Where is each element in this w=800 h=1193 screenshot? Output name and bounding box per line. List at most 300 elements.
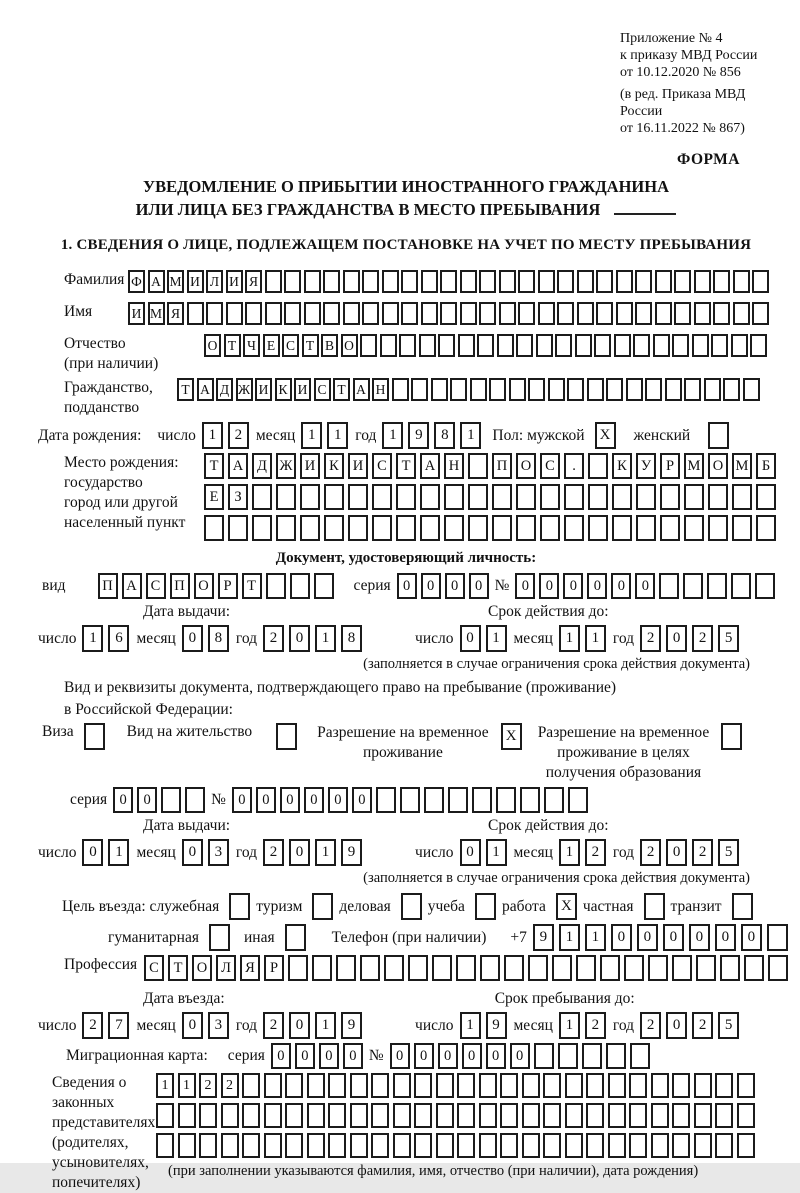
form-cell[interactable] (606, 378, 623, 401)
form-cell[interactable] (694, 270, 711, 293)
form-cell[interactable] (276, 484, 296, 510)
form-cell[interactable] (324, 484, 344, 510)
form-cell[interactable] (382, 302, 399, 325)
form-cell[interactable] (432, 955, 452, 981)
form-cell[interactable]: 5 (718, 1012, 739, 1039)
form-cell[interactable] (424, 787, 444, 813)
form-cell[interactable]: 2 (640, 625, 661, 652)
form-cell[interactable] (328, 1133, 346, 1158)
form-cell[interactable] (500, 1103, 518, 1128)
form-cell[interactable] (343, 270, 360, 293)
form-cell[interactable]: 0 (352, 787, 372, 813)
form-cell[interactable] (651, 1073, 669, 1098)
form-cell[interactable]: О (192, 955, 212, 981)
form-cell[interactable]: 7 (108, 1012, 129, 1039)
form-cell[interactable] (199, 1133, 217, 1158)
form-cell[interactable] (350, 1103, 368, 1128)
form-cell[interactable]: 1 (178, 1073, 196, 1098)
form-cell[interactable]: 0 (397, 573, 417, 599)
form-cell[interactable] (350, 1073, 368, 1098)
form-cell[interactable]: П (492, 453, 512, 479)
form-cell[interactable] (479, 1073, 497, 1098)
form-cell[interactable] (577, 302, 594, 325)
form-cell[interactable] (565, 1133, 583, 1158)
form-cell[interactable] (540, 484, 560, 510)
form-cell[interactable]: 5 (718, 625, 739, 652)
form-cell[interactable]: 2 (692, 625, 713, 652)
form-cell[interactable]: 0 (587, 573, 607, 599)
form-cell[interactable] (767, 924, 788, 951)
form-cell[interactable] (468, 515, 488, 541)
form-cell[interactable]: 9 (341, 1012, 362, 1039)
form-cell[interactable]: 2 (263, 839, 284, 866)
form-cell[interactable] (420, 515, 440, 541)
form-cell[interactable]: А (420, 453, 440, 479)
form-cell[interactable]: 0 (182, 1012, 203, 1039)
form-cell[interactable]: 1 (486, 625, 507, 652)
form-cell[interactable] (596, 270, 613, 293)
temp-residence-checkbox[interactable]: X (501, 723, 522, 750)
form-cell[interactable] (731, 334, 748, 357)
form-cell[interactable] (629, 1103, 647, 1128)
form-cell[interactable] (372, 484, 392, 510)
form-cell[interactable]: 1 (559, 924, 580, 951)
form-cell[interactable]: 0 (295, 1043, 315, 1069)
form-cell[interactable]: М (732, 453, 752, 479)
form-cell[interactable]: 0 (460, 625, 481, 652)
form-cell[interactable]: 1 (486, 839, 507, 866)
form-cell[interactable] (284, 302, 301, 325)
form-cell[interactable] (516, 334, 533, 357)
form-cell[interactable] (371, 1133, 389, 1158)
form-cell[interactable] (500, 1073, 518, 1098)
form-cell[interactable]: А (228, 453, 248, 479)
form-cell[interactable]: Н (444, 453, 464, 479)
form-cell[interactable] (707, 573, 727, 599)
form-cell[interactable]: Т (177, 378, 194, 401)
form-cell[interactable] (692, 334, 709, 357)
form-cell[interactable] (518, 270, 535, 293)
form-cell[interactable] (731, 573, 751, 599)
form-cell[interactable] (500, 1133, 518, 1158)
form-cell[interactable]: В (321, 334, 338, 357)
form-cell[interactable] (543, 1073, 561, 1098)
form-cell[interactable] (206, 302, 223, 325)
form-cell[interactable]: С (144, 955, 164, 981)
form-cell[interactable] (694, 302, 711, 325)
form-cell[interactable] (674, 270, 691, 293)
form-cell[interactable] (616, 270, 633, 293)
purpose-business-checkbox[interactable] (401, 893, 422, 920)
form-cell[interactable]: 2 (263, 1012, 284, 1039)
form-cell[interactable] (626, 378, 643, 401)
form-cell[interactable] (440, 302, 457, 325)
form-cell[interactable]: Д (216, 378, 233, 401)
form-cell[interactable]: И (348, 453, 368, 479)
form-cell[interactable] (588, 515, 608, 541)
form-cell[interactable] (586, 1133, 604, 1158)
form-cell[interactable]: Я (240, 955, 260, 981)
form-cell[interactable] (630, 1043, 650, 1069)
form-cell[interactable] (284, 270, 301, 293)
form-cell[interactable] (504, 955, 524, 981)
form-cell[interactable]: 0 (82, 839, 103, 866)
form-cell[interactable] (704, 378, 721, 401)
form-cell[interactable] (636, 484, 656, 510)
form-cell[interactable] (362, 270, 379, 293)
form-cell[interactable]: 1 (559, 625, 580, 652)
form-cell[interactable]: 1 (585, 924, 606, 951)
form-cell[interactable] (651, 1133, 669, 1158)
form-cell[interactable] (715, 1073, 733, 1098)
form-cell[interactable] (752, 270, 769, 293)
form-cell[interactable] (723, 378, 740, 401)
form-cell[interactable] (756, 515, 776, 541)
form-cell[interactable] (743, 378, 760, 401)
form-cell[interactable]: Т (242, 573, 262, 599)
form-cell[interactable] (614, 334, 631, 357)
form-cell[interactable] (393, 1073, 411, 1098)
form-cell[interactable]: О (516, 453, 536, 479)
form-cell[interactable]: 1 (315, 839, 336, 866)
form-cell[interactable]: 0 (182, 839, 203, 866)
form-cell[interactable] (285, 1133, 303, 1158)
form-cell[interactable]: 0 (510, 1043, 530, 1069)
form-cell[interactable]: Я (167, 302, 184, 325)
form-cell[interactable] (587, 378, 604, 401)
form-cell[interactable]: О (194, 573, 214, 599)
form-cell[interactable] (522, 1103, 540, 1128)
form-cell[interactable]: С (372, 453, 392, 479)
form-cell[interactable] (264, 1073, 282, 1098)
form-cell[interactable]: 0 (328, 787, 348, 813)
form-cell[interactable] (479, 270, 496, 293)
visa-checkbox[interactable] (84, 723, 105, 750)
form-cell[interactable] (399, 334, 416, 357)
form-cell[interactable] (408, 955, 428, 981)
form-cell[interactable] (228, 515, 248, 541)
form-cell[interactable]: 1 (108, 839, 129, 866)
form-cell[interactable] (156, 1103, 174, 1128)
form-cell[interactable] (400, 787, 420, 813)
form-cell[interactable] (755, 573, 775, 599)
form-cell[interactable]: 0 (663, 924, 684, 951)
form-cell[interactable] (720, 955, 740, 981)
form-cell[interactable]: И (128, 302, 145, 325)
form-cell[interactable]: А (353, 378, 370, 401)
form-cell[interactable]: П (170, 573, 190, 599)
sex-male-checkbox[interactable]: X (595, 422, 616, 449)
form-cell[interactable] (276, 515, 296, 541)
form-cell[interactable] (509, 378, 526, 401)
form-cell[interactable]: Р (218, 573, 238, 599)
form-cell[interactable] (178, 1133, 196, 1158)
form-cell[interactable]: 0 (715, 924, 736, 951)
form-cell[interactable]: Л (206, 270, 223, 293)
form-cell[interactable] (477, 334, 494, 357)
form-cell[interactable] (633, 334, 650, 357)
form-cell[interactable] (436, 1103, 454, 1128)
form-cell[interactable] (659, 573, 679, 599)
form-cell[interactable] (672, 1073, 690, 1098)
form-cell[interactable]: С (314, 378, 331, 401)
form-cell[interactable] (577, 270, 594, 293)
form-cell[interactable] (414, 1073, 432, 1098)
form-cell[interactable] (674, 302, 691, 325)
form-cell[interactable] (288, 955, 308, 981)
form-cell[interactable]: 8 (434, 422, 455, 449)
form-cell[interactable]: 0 (445, 573, 465, 599)
form-cell[interactable]: Ж (236, 378, 253, 401)
form-cell[interactable] (548, 378, 565, 401)
form-cell[interactable]: И (187, 270, 204, 293)
form-cell[interactable] (396, 484, 416, 510)
form-cell[interactable] (552, 955, 572, 981)
form-cell[interactable]: 1 (559, 839, 580, 866)
form-cell[interactable] (694, 1073, 712, 1098)
form-cell[interactable] (543, 1103, 561, 1128)
purpose-study-checkbox[interactable] (475, 893, 496, 920)
form-cell[interactable]: 0 (438, 1043, 458, 1069)
form-cell[interactable] (616, 302, 633, 325)
form-cell[interactable]: К (612, 453, 632, 479)
form-cell[interactable] (401, 270, 418, 293)
form-cell[interactable]: . (564, 453, 584, 479)
form-cell[interactable]: 1 (301, 422, 322, 449)
form-cell[interactable] (516, 484, 536, 510)
form-cell[interactable]: 0 (637, 924, 658, 951)
form-cell[interactable] (737, 1073, 755, 1098)
form-cell[interactable] (538, 270, 555, 293)
form-cell[interactable]: А (122, 573, 142, 599)
form-cell[interactable]: Б (756, 453, 776, 479)
form-cell[interactable] (528, 955, 548, 981)
form-cell[interactable]: И (255, 378, 272, 401)
form-cell[interactable]: 9 (486, 1012, 507, 1039)
form-cell[interactable] (608, 1133, 626, 1158)
form-cell[interactable]: 0 (232, 787, 252, 813)
form-cell[interactable]: Л (216, 955, 236, 981)
form-cell[interactable]: 1 (460, 1012, 481, 1039)
form-cell[interactable]: 0 (666, 625, 687, 652)
form-cell[interactable] (450, 378, 467, 401)
form-cell[interactable]: 0 (280, 787, 300, 813)
form-cell[interactable] (440, 270, 457, 293)
form-cell[interactable]: Р (264, 955, 284, 981)
form-cell[interactable] (304, 270, 321, 293)
form-cell[interactable] (226, 302, 243, 325)
sex-female-checkbox[interactable] (708, 422, 729, 449)
form-cell[interactable]: 1 (202, 422, 223, 449)
form-cell[interactable]: 0 (289, 839, 310, 866)
form-cell[interactable]: 0 (182, 625, 203, 652)
form-cell[interactable]: Я (245, 270, 262, 293)
form-cell[interactable] (557, 302, 574, 325)
form-cell[interactable] (396, 515, 416, 541)
purpose-work-checkbox[interactable]: X (556, 893, 577, 920)
form-cell[interactable] (431, 378, 448, 401)
form-cell[interactable]: 1 (315, 1012, 336, 1039)
form-cell[interactable]: 2 (82, 1012, 103, 1039)
form-cell[interactable] (156, 1133, 174, 1158)
form-cell[interactable] (348, 484, 368, 510)
form-cell[interactable] (733, 302, 750, 325)
purpose-private-checkbox[interactable] (644, 893, 665, 920)
form-cell[interactable] (612, 515, 632, 541)
form-cell[interactable] (323, 270, 340, 293)
form-cell[interactable] (756, 484, 776, 510)
form-cell[interactable]: 0 (343, 1043, 363, 1069)
form-cell[interactable]: М (148, 302, 165, 325)
form-cell[interactable] (586, 1103, 604, 1128)
form-cell[interactable] (456, 955, 476, 981)
form-cell[interactable] (300, 515, 320, 541)
form-cell[interactable]: С (540, 453, 560, 479)
form-cell[interactable] (744, 955, 764, 981)
form-cell[interactable] (737, 1133, 755, 1158)
form-cell[interactable] (558, 1043, 578, 1069)
form-cell[interactable] (185, 787, 205, 813)
form-cell[interactable] (411, 378, 428, 401)
form-cell[interactable]: 2 (221, 1073, 239, 1098)
form-cell[interactable] (392, 378, 409, 401)
form-cell[interactable]: 0 (469, 573, 489, 599)
form-cell[interactable]: 1 (156, 1073, 174, 1098)
form-cell[interactable] (732, 515, 752, 541)
form-cell[interactable]: Т (204, 453, 224, 479)
form-cell[interactable] (438, 334, 455, 357)
form-cell[interactable]: Ч (243, 334, 260, 357)
form-cell[interactable] (444, 484, 464, 510)
form-cell[interactable] (660, 484, 680, 510)
form-cell[interactable]: 1 (382, 422, 403, 449)
form-cell[interactable] (460, 270, 477, 293)
form-cell[interactable] (436, 1073, 454, 1098)
form-cell[interactable] (414, 1133, 432, 1158)
form-cell[interactable] (371, 1103, 389, 1128)
form-cell[interactable] (499, 270, 516, 293)
form-cell[interactable] (479, 1103, 497, 1128)
form-cell[interactable] (715, 1103, 733, 1128)
form-cell[interactable] (472, 787, 492, 813)
form-cell[interactable] (752, 302, 769, 325)
form-cell[interactable] (522, 1073, 540, 1098)
form-cell[interactable] (536, 334, 553, 357)
form-cell[interactable]: 9 (408, 422, 429, 449)
form-cell[interactable] (564, 484, 584, 510)
form-cell[interactable]: 3 (208, 839, 229, 866)
form-cell[interactable]: С (282, 334, 299, 357)
form-cell[interactable] (672, 1103, 690, 1128)
form-cell[interactable] (468, 484, 488, 510)
form-cell[interactable]: 9 (533, 924, 554, 951)
form-cell[interactable] (187, 302, 204, 325)
form-cell[interactable] (328, 1073, 346, 1098)
form-cell[interactable]: И (300, 453, 320, 479)
form-cell[interactable] (285, 1073, 303, 1098)
form-cell[interactable]: 0 (611, 573, 631, 599)
form-cell[interactable] (518, 302, 535, 325)
form-cell[interactable] (684, 515, 704, 541)
form-cell[interactable] (362, 302, 379, 325)
form-cell[interactable] (393, 1133, 411, 1158)
form-cell[interactable]: 0 (635, 573, 655, 599)
form-cell[interactable]: 0 (289, 625, 310, 652)
form-cell[interactable] (564, 515, 584, 541)
form-cell[interactable] (348, 515, 368, 541)
form-cell[interactable]: Е (263, 334, 280, 357)
form-cell[interactable] (606, 1043, 626, 1069)
form-cell[interactable] (600, 955, 620, 981)
form-cell[interactable]: М (684, 453, 704, 479)
form-cell[interactable] (586, 1073, 604, 1098)
form-cell[interactable]: 0 (271, 1043, 291, 1069)
form-cell[interactable]: 0 (666, 839, 687, 866)
form-cell[interactable] (497, 334, 514, 357)
form-cell[interactable] (672, 955, 692, 981)
form-cell[interactable] (522, 1133, 540, 1158)
form-cell[interactable] (421, 302, 438, 325)
form-cell[interactable] (242, 1103, 260, 1128)
form-cell[interactable]: З (228, 484, 248, 510)
form-cell[interactable]: П (98, 573, 118, 599)
form-cell[interactable] (608, 1073, 626, 1098)
form-cell[interactable]: 8 (341, 625, 362, 652)
residence-permit-checkbox[interactable] (276, 723, 297, 750)
form-cell[interactable] (492, 484, 512, 510)
form-cell[interactable]: К (324, 453, 344, 479)
form-cell[interactable]: 0 (414, 1043, 434, 1069)
form-cell[interactable] (708, 484, 728, 510)
form-cell[interactable] (711, 334, 728, 357)
purpose-transit-checkbox[interactable] (732, 893, 753, 920)
form-cell[interactable] (575, 334, 592, 357)
form-cell[interactable] (568, 787, 588, 813)
form-cell[interactable] (629, 1073, 647, 1098)
form-cell[interactable]: 0 (563, 573, 583, 599)
form-cell[interactable] (420, 484, 440, 510)
form-cell[interactable] (636, 515, 656, 541)
form-cell[interactable] (635, 270, 652, 293)
form-cell[interactable] (324, 515, 344, 541)
form-cell[interactable] (307, 1103, 325, 1128)
form-cell[interactable]: Ф (128, 270, 145, 293)
form-cell[interactable] (582, 1043, 602, 1069)
form-cell[interactable] (635, 302, 652, 325)
purpose-other-checkbox[interactable] (285, 924, 306, 951)
form-cell[interactable] (360, 955, 380, 981)
form-cell[interactable] (660, 515, 680, 541)
form-cell[interactable]: 6 (108, 625, 129, 652)
form-cell[interactable]: И (226, 270, 243, 293)
form-cell[interactable] (266, 573, 286, 599)
form-cell[interactable] (221, 1133, 239, 1158)
form-cell[interactable] (520, 787, 540, 813)
form-cell[interactable] (557, 270, 574, 293)
form-cell[interactable] (655, 302, 672, 325)
form-cell[interactable]: Д (252, 453, 272, 479)
form-cell[interactable] (414, 1103, 432, 1128)
form-cell[interactable] (543, 1133, 561, 1158)
form-cell[interactable] (555, 334, 572, 357)
form-cell[interactable] (323, 302, 340, 325)
form-cell[interactable] (768, 955, 788, 981)
form-cell[interactable] (264, 1103, 282, 1128)
form-cell[interactable]: 0 (689, 924, 710, 951)
form-cell[interactable]: 0 (289, 1012, 310, 1039)
form-cell[interactable] (252, 515, 272, 541)
form-cell[interactable] (204, 515, 224, 541)
